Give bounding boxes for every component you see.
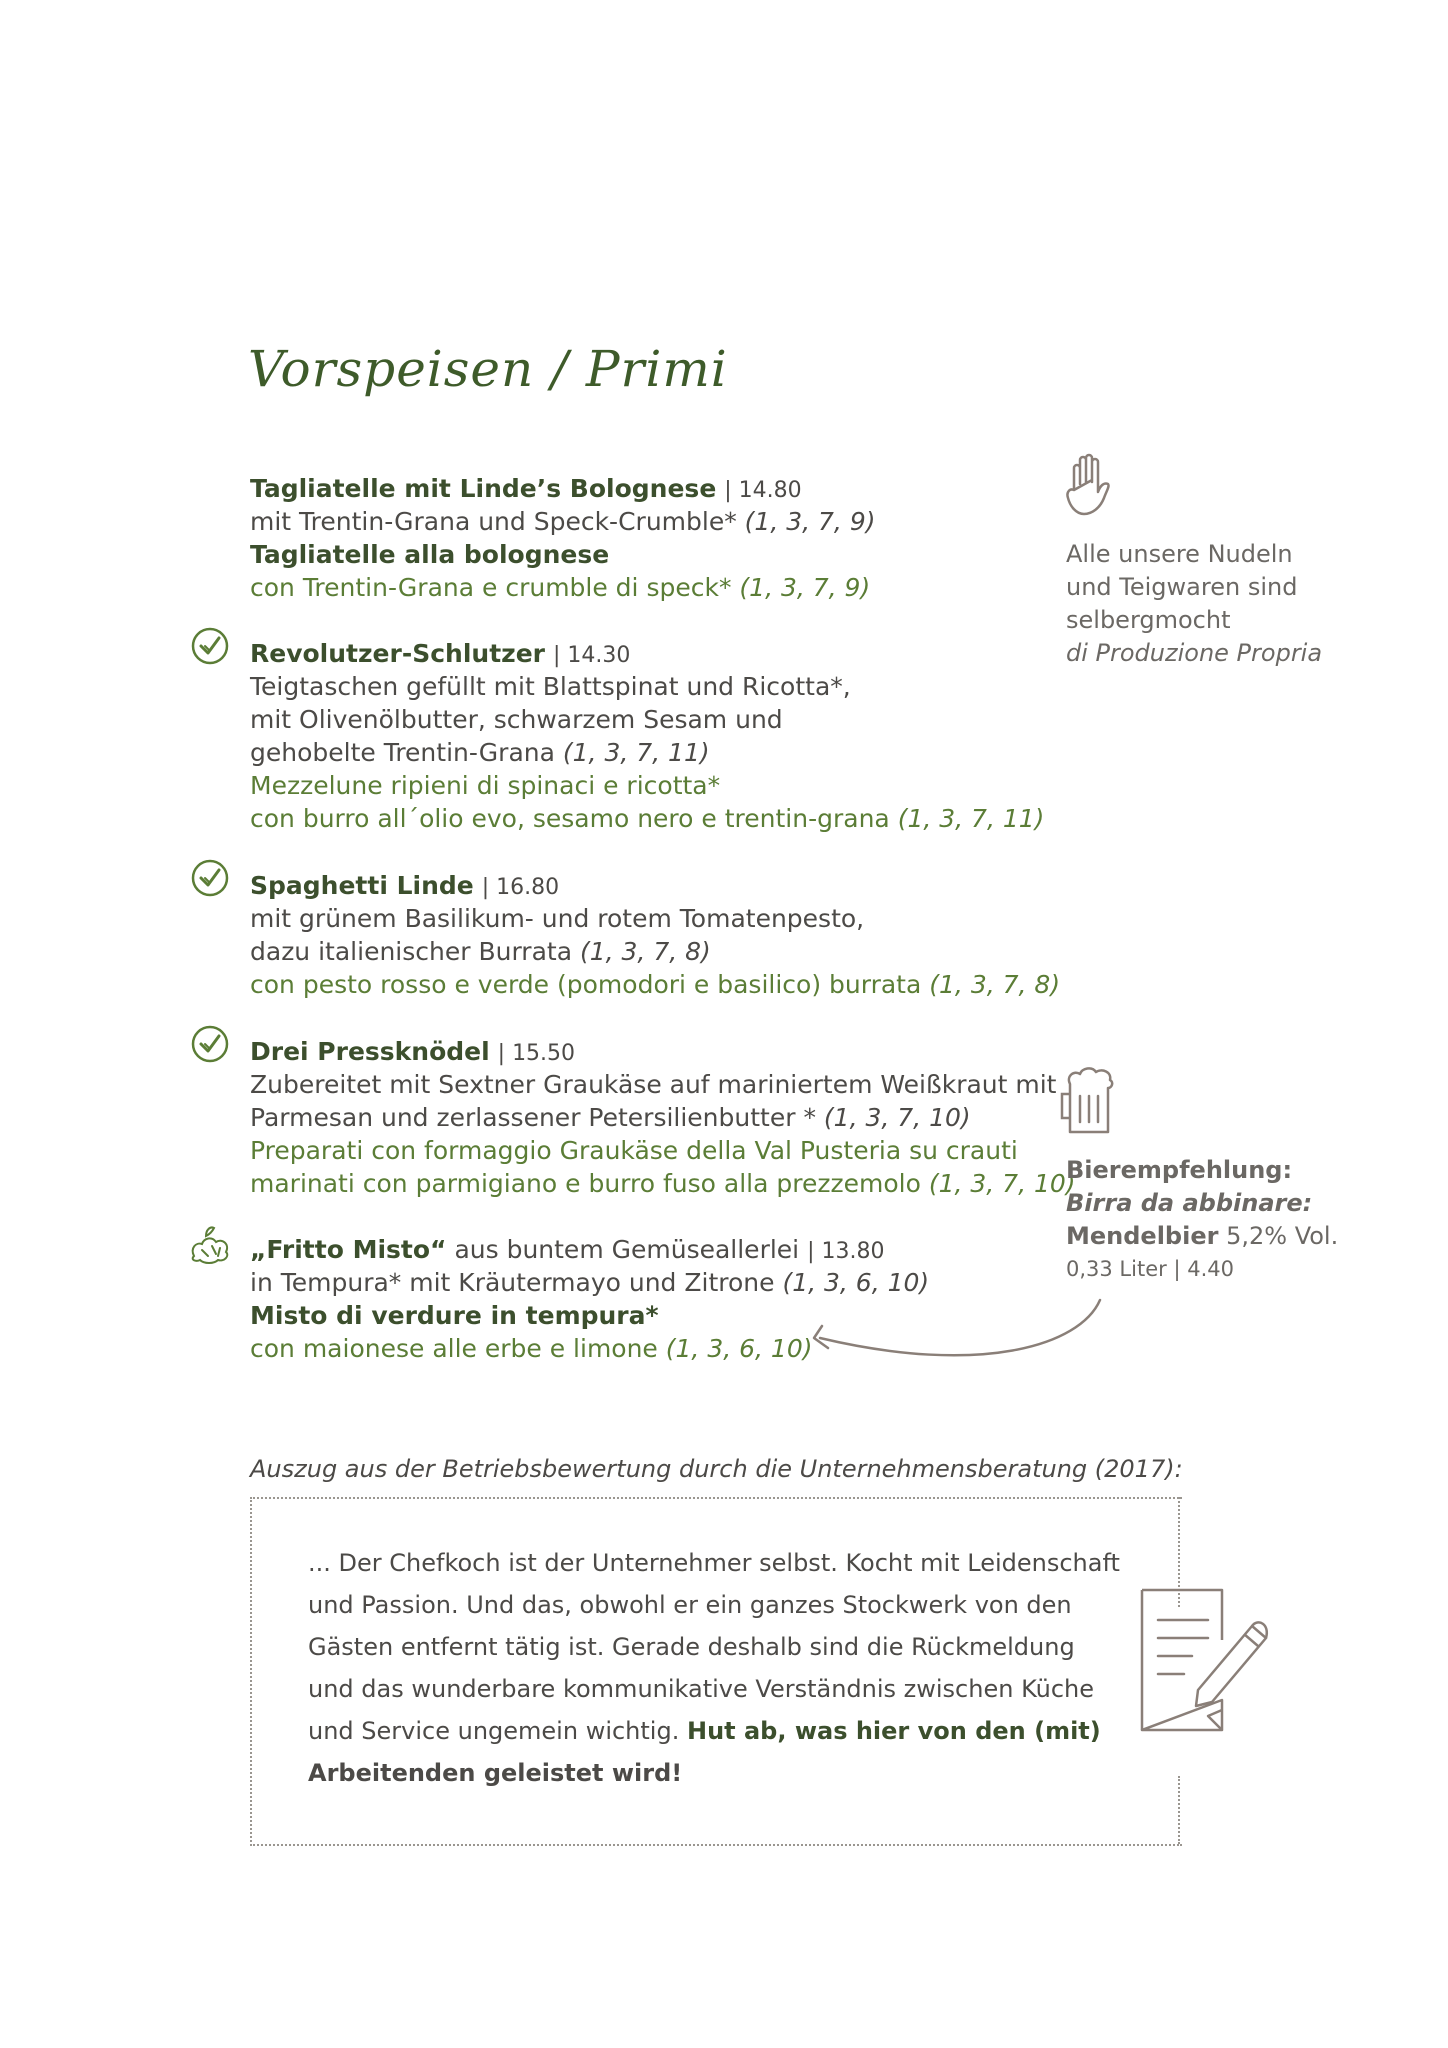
dish-4-desc-it-1: Preparati con formaggio Graukäse della Val Pusteria su crauti <box>250 1136 1018 1165</box>
dish-4-desc-de-1: Zubereitet mit Sextner Graukäse auf mariniertem Weißkraut mit <box>250 1070 1057 1099</box>
dish-5-name-it: Misto di verdure in tempura* <box>250 1301 659 1330</box>
dish-2-header: Revolutzer-Schlutzer | 14.30 <box>250 639 631 668</box>
dish-2-desc-it-2: con burro all´olio evo, sesamo nero e trentin-grana (1, 3, 7, 11) <box>250 804 1045 833</box>
quote-line-6: Arbeitenden geleistet wird! <box>308 1759 683 1787</box>
beer-price: 4.40 <box>1187 1257 1234 1281</box>
dish-3-desc-de-1: mit grünem Basilikum- und rotem Tomatenpesto, <box>250 904 865 933</box>
dish-2-desc-de-3: gehobelte Trentin-Grana (1, 3, 7, 11) <box>250 738 710 767</box>
dish-5-desc-de: in Tempura* mit Kräutermayo und Zitrone (1, 3, 6, 10) <box>250 1268 930 1297</box>
hand-icon <box>1060 450 1122 520</box>
quote-line-1: ... Der Chefkoch ist der Unternehmer selbst. Kocht mit Leidenschaft <box>308 1549 1120 1577</box>
page-title: Vorspeisen / Primi <box>248 340 728 398</box>
dish-1-header: Tagliatelle mit Linde’s Bolognese | 14.80 <box>250 474 802 503</box>
dish-name: Drei Pressknödel <box>250 1037 490 1066</box>
dish-name: „Fritto Misto“ <box>250 1235 447 1264</box>
dish-price: 15.50 <box>512 1041 576 1066</box>
pasta-note-2: und Teigwaren sind <box>1066 573 1298 601</box>
dish-name: Tagliatelle mit Linde’s Bolognese <box>250 474 717 503</box>
quote-intro: Auszug aus der Betriebsbewertung durch die Unternehmensberatung (2017): <box>250 1455 1183 1483</box>
dish-3-desc-it: con pesto rosso e verde (pomodori e basilico) burrata (1, 3, 7, 8) <box>250 970 1061 999</box>
vegetables-icon <box>186 1222 234 1264</box>
document-pen-icon <box>1132 1580 1292 1740</box>
pasta-note-3: selbergmocht <box>1066 606 1231 634</box>
dish-price: 16.80 <box>496 875 560 900</box>
quote-box-right-bottom <box>1178 1776 1180 1844</box>
dish-price: 14.30 <box>567 643 631 668</box>
dish-1-desc-it: con Trentin-Grana e crumble di speck* (1, 3, 7, 9) <box>250 573 871 602</box>
dish-4-desc-de-2: Parmesan und zerlassener Petersilienbutter * (1, 3, 7, 10) <box>250 1103 971 1132</box>
dish-name: Revolutzer-Schlutzer <box>250 639 545 668</box>
curved-arrow-icon <box>800 1296 1120 1376</box>
dish-3-header: Spaghetti Linde | 16.80 <box>250 871 560 900</box>
dish-price: 14.80 <box>738 478 802 503</box>
vegetarian-check-icon <box>190 626 230 666</box>
dish-2-desc-de-2: mit Olivenölbutter, schwarzem Sesam und <box>250 705 783 734</box>
pasta-note-1: Alle unsere Nudeln <box>1066 540 1293 568</box>
beer-abv: 5,2% Vol. <box>1226 1222 1339 1250</box>
beer-name: Mendelbier <box>1066 1222 1219 1250</box>
beer-heading: Bierempfehlung: <box>1066 1156 1293 1184</box>
quote-line-5: und Service ungemein wichtig. Hut ab, was hier von den (mit) <box>308 1717 1101 1745</box>
dish-price: 13.80 <box>821 1239 885 1264</box>
dish-4-header: Drei Pressknödel | 15.50 <box>250 1037 576 1066</box>
beer-heading-it: Birra da abbinare: <box>1066 1189 1313 1217</box>
beer-mug-icon <box>1058 1064 1124 1138</box>
pasta-note-it: di Produzione Propria <box>1066 639 1323 667</box>
dish-4-desc-it-2: marinati con parmigiano e burro fuso alla prezzemolo (1, 3, 7, 10) <box>250 1169 1076 1198</box>
quote-line-4: und das wunderbare kommunikative Verständnis zwischen Küche <box>308 1675 1094 1703</box>
dish-3-desc-de-2: dazu italienischer Burrata (1, 3, 7, 8) <box>250 937 711 966</box>
dish-2-desc-it-1: Mezzelune ripieni di spinaci e ricotta* <box>250 771 721 800</box>
beer-name-line <box>1066 1220 1338 1253</box>
vegetarian-check-icon <box>190 858 230 898</box>
dish-1-desc-de: mit Trentin-Grana und Speck-Crumble* (1, 3, 7, 9) <box>250 507 876 536</box>
vegetarian-check-icon <box>190 1024 230 1064</box>
quote-line-3: Gästen entfernt tätig ist. Gerade deshalb sind die Rückmeldung <box>308 1633 1075 1661</box>
dish-5-header: „Fritto Misto“ aus buntem Gemüseallerlei | 13.80 <box>250 1235 885 1264</box>
dish-5-desc-it: con maionese alle erbe e limone (1, 3, 6, 10) <box>250 1334 813 1363</box>
dish-1-name-it: Tagliatelle alla bolognese <box>250 540 610 569</box>
quote-line-2: und Passion. Und das, obwohl er ein ganzes Stockwerk von den <box>308 1591 1072 1619</box>
beer-size-line: 0,33 Liter | 4.40 <box>1066 1257 1234 1281</box>
dish-name: Spaghetti Linde <box>250 871 474 900</box>
dish-2-desc-de-1: Teigtaschen gefüllt mit Blattspinat und Ricotta*, <box>250 672 851 701</box>
